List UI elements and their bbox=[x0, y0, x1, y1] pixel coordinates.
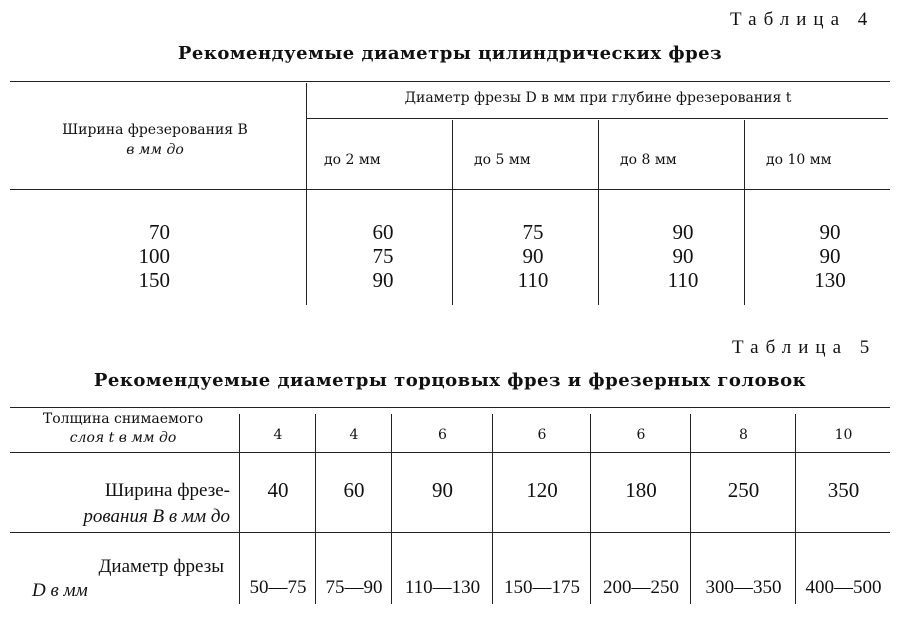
table5-row2-header-line2: рования B в мм до bbox=[83, 506, 230, 527]
table4-cell: 110 bbox=[517, 268, 549, 292]
table5-row2-cell: 350 bbox=[827, 478, 860, 502]
table5-row3-header-line1: Диаметр фрезы bbox=[98, 556, 224, 577]
table5-row3-cell: 200—250 bbox=[603, 577, 679, 598]
table4-col-divider bbox=[452, 120, 453, 305]
table4-group-header: Диаметр фрезы D в мм при глубине фрезерования t bbox=[404, 90, 792, 106]
table5-row1-header-line1: Толщина снимаемого bbox=[42, 411, 204, 427]
table5-row1-cell: 6 bbox=[636, 427, 646, 443]
table4-cell: 130 bbox=[814, 268, 846, 292]
table5-row2-cell: 250 bbox=[727, 478, 760, 502]
table4-width-cell: 100 bbox=[138, 244, 170, 268]
table5-row2-cell: 180 bbox=[625, 478, 657, 502]
table5-row3-header-line2: D в мм bbox=[32, 580, 88, 601]
table4-title: Рекомендуемые диаметры цилиндрических фрез bbox=[177, 43, 723, 64]
table4-width-cell: 70 bbox=[149, 220, 170, 244]
table5-row3-cell: 75—90 bbox=[325, 577, 383, 598]
table4-row-header-line1: Ширина фрезерования B bbox=[62, 122, 248, 138]
table4-header-rule bbox=[10, 189, 890, 190]
table4-cell: 90 bbox=[372, 268, 394, 292]
table5-row3-header bbox=[14, 555, 236, 603]
table5-row2-cell: 60 bbox=[343, 478, 365, 502]
table5-row1-header bbox=[10, 410, 236, 448]
table5-row3-cell: 300—350 bbox=[705, 577, 782, 598]
table4-value-column bbox=[797, 220, 863, 292]
table4-col-header: до 8 мм bbox=[620, 152, 677, 168]
table5-row1-cell: 6 bbox=[438, 427, 447, 443]
table5-row1-cell: 8 bbox=[739, 427, 748, 443]
table4-value-column bbox=[650, 220, 716, 292]
table5-col-divider bbox=[690, 414, 691, 604]
table4-cell: 90 bbox=[672, 244, 694, 268]
table4-row-header bbox=[10, 120, 300, 160]
table5-row1-cell: 4 bbox=[349, 427, 359, 443]
table5-row3-cell: 50—75 bbox=[249, 577, 307, 598]
table4-row-header-line2: в мм до bbox=[126, 142, 184, 158]
table4-cell: 75 bbox=[522, 220, 544, 244]
table4-cell: 110 bbox=[667, 268, 699, 292]
table5-row3-cell: 150—175 bbox=[504, 577, 580, 598]
table5-row2-header-line1: Ширина фрезе- bbox=[104, 480, 230, 501]
table4-col-header: до 2 мм bbox=[324, 152, 381, 168]
table5-title: Рекомендуемые диаметры торцовых фрез и фрезерных головок bbox=[93, 370, 807, 391]
table4-stub-divider bbox=[306, 83, 307, 305]
table4-cell: 60 bbox=[372, 220, 394, 244]
table5-row2-cell: 40 bbox=[267, 478, 289, 502]
table4-col-header: до 10 мм bbox=[766, 152, 832, 168]
table5-col-divider bbox=[391, 414, 392, 604]
table5-row1-cell: 4 bbox=[273, 427, 283, 443]
table4-cell: 90 bbox=[522, 244, 544, 268]
table5-row1-cell: 6 bbox=[537, 427, 547, 443]
table5-col-divider bbox=[315, 414, 316, 604]
table5-row3-cell: 400—500 bbox=[805, 577, 882, 598]
table4-value-column bbox=[350, 220, 416, 292]
table4-label: Таблица 4 bbox=[730, 9, 875, 30]
table5-stub-divider bbox=[239, 414, 240, 604]
table4-col-divider bbox=[744, 120, 745, 305]
table5-col-divider bbox=[492, 414, 493, 604]
table5-label: Таблица 5 bbox=[732, 337, 877, 358]
table4-cell: 90 bbox=[672, 220, 694, 244]
table4-width-column bbox=[100, 220, 170, 292]
table4-cell: 90 bbox=[819, 220, 841, 244]
table5-col-divider bbox=[795, 414, 796, 604]
table5-row-rule bbox=[10, 532, 890, 533]
table4-top-rule bbox=[10, 81, 890, 82]
table5-row2-cell: 90 bbox=[432, 478, 453, 502]
table4-col-divider bbox=[598, 120, 599, 305]
table4-col-header: до 5 мм bbox=[474, 152, 531, 168]
table4-value-column bbox=[500, 220, 566, 292]
table5-row2-cell: 120 bbox=[526, 478, 558, 502]
table5-row1-cell: 10 bbox=[834, 427, 853, 443]
table5-row-rule bbox=[10, 452, 890, 453]
table5-row1-header-line2: слоя t в мм до bbox=[69, 430, 177, 446]
table4-cell: 90 bbox=[819, 244, 841, 268]
table5-top-rule bbox=[10, 407, 890, 408]
table4-cell: 75 bbox=[372, 244, 394, 268]
table5-row3-cell: 110—130 bbox=[404, 577, 481, 598]
table5-col-divider bbox=[590, 414, 591, 604]
table4-group-rule bbox=[306, 118, 888, 119]
table5-row2-header bbox=[10, 478, 236, 530]
table4-width-cell: 150 bbox=[138, 268, 170, 292]
